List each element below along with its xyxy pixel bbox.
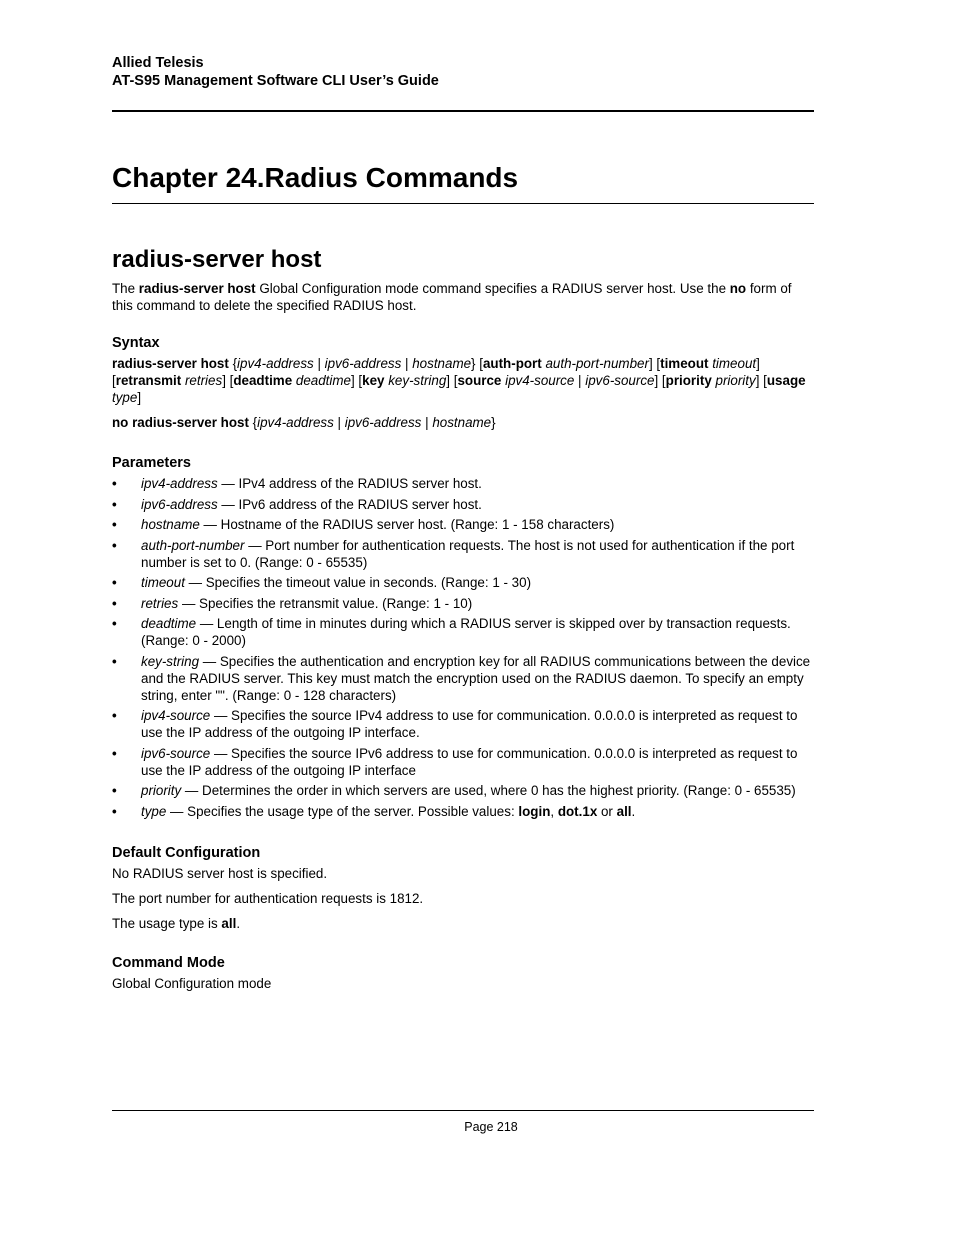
syntax-token: | [333,415,345,430]
syntax-token: ] [ [446,373,458,388]
param-desc: — Specifies the source IPv6 address to use for communication. 0.0.0.0 is interpreted as request to use the IP address of the outgoing IP interface [141,745,798,778]
syntax-token: ] [ [112,356,760,388]
param-desc: or [597,803,617,819]
syntax-token: } [491,415,496,430]
default-config-value: all [221,915,237,931]
syntax-token: ipv4-source [505,373,575,388]
syntax-token: retransmit [115,373,182,388]
syntax-token: priority [665,373,712,388]
param-name: timeout [141,575,185,590]
header-guide-title: AT-S95 Management Software CLI User’s Guide [112,73,439,89]
syntax-heading: Syntax [112,335,160,351]
desc-no-keyword: no [729,281,747,296]
section-title: radius-server host [112,246,322,273]
param-desc: — Port number for authentication requests. The host is not used for authentication if the port number is set to 0. (Range: 0 - 65535) [141,537,795,570]
chapter-rule [112,203,814,204]
param-name: hostname [141,517,200,532]
param-value: dot.1x [557,803,598,819]
param-desc: — Hostname of the RADIUS server host. (Range: 1 - 158 characters) [199,517,615,532]
syntax-token: key-string [388,373,447,388]
default-config-line: The port number for authentication requests is 1812. [112,890,424,906]
syntax-token: timeout [712,356,757,371]
default-config-body [112,865,814,932]
syntax-token: deadtime [295,373,351,388]
syntax-token: radius-server host [112,356,229,371]
parameters-heading: Parameters [112,455,191,471]
command-mode-text: Global Configuration mode [112,975,272,991]
param-value: all [616,803,632,819]
default-config-heading: Default Configuration [112,844,261,861]
param-name: key-string [141,653,200,669]
running-header [112,54,439,90]
syntax-token: auth-port [482,356,542,371]
bullet-icon: • [112,595,117,611]
syntax-token: no radius-server host [112,415,249,430]
bullet-icon: • [112,476,117,491]
bullet-icon: • [112,803,117,819]
syntax-token: ipv6-address [324,356,402,371]
param-name: deadtime [141,616,197,631]
default-config-line [112,915,814,932]
syntax-token: hostname [412,356,472,371]
syntax-token: auth-port-number [545,356,649,371]
syntax-token: ipv6-address [344,415,422,430]
param-desc: — IPv6 address of the RADIUS server host. [217,496,482,512]
param-desc: — Determines the order in which servers are used, where 0 has the highest priority. (Range: 0 - 65535) [181,783,796,798]
document-page [112,0,814,1235]
desc-command: radius-server host [138,281,256,296]
syntax-token: priority [715,373,756,388]
param-desc: — Specifies the retransmit value. (Range: 1 - 10) [178,595,473,611]
syntax-token: { [248,415,258,430]
list-item [112,745,814,779]
param-name: ipv6-source [141,745,211,761]
default-config-text: The usage type is [112,915,222,931]
list-item [112,595,814,612]
param-name: type [141,803,167,819]
list-item [112,803,814,820]
syntax-token: } [ [471,356,483,371]
list-item [112,707,814,741]
syntax-token: ipv6-source [585,373,655,388]
param-desc: — Specifies the authentication and encryption key for all RADIUS communications between the device and the RADIUS server. This key must match the encryption used on the RADIUS daemon. To specify an empty string, enter "". (Range: 0 - 128 characters) [141,653,811,703]
default-config-line: No RADIUS server host is specified. [112,865,328,881]
desc-text: form of this command to delete the specified RADIUS host. [112,281,792,313]
syntax-token: timeout [660,356,709,371]
list-item [112,496,814,513]
list-item [112,615,814,649]
desc-text: The [112,281,139,296]
syntax-token: ] [ [654,373,666,388]
bullet-icon: • [112,537,117,553]
chapter-title: Chapter 24.Radius Commands [112,162,519,193]
param-value: login [518,803,551,819]
param-desc: — Length of time in minutes during which a RADIUS server is skipped over by transaction requests. (Range: 0 - 2000) [141,616,791,648]
syntax-token: usage [766,373,806,388]
syntax-token: key [362,373,385,388]
syntax-token: ] [ [648,356,661,371]
page-number: Page 218 [464,1120,518,1134]
section-content [112,244,814,992]
bullet-icon: • [112,616,117,631]
param-name: priority [141,783,182,798]
syntax-token: type [112,390,138,405]
bullet-icon: • [112,708,117,723]
bullet-icon: • [112,517,117,532]
param-desc: . [631,803,636,819]
syntax-token: retries [184,373,223,388]
param-name: ipv6-address [141,496,218,512]
syntax-token: hostname [432,415,492,430]
syntax-token: | [313,356,325,371]
param-desc: , [550,803,558,819]
syntax-token: ] [ [222,373,234,388]
syntax-token: ] [ [755,373,767,388]
list-item [112,653,814,704]
param-desc: — Specifies the usage type of the server. Possible values: [166,803,519,819]
param-desc: — Specifies the timeout value in seconds. (Range: 1 - 30) [184,575,532,590]
syntax-token: ipv4-address [257,415,334,430]
default-config-text: . [236,915,241,931]
syntax-token: source [457,373,502,388]
list-item [112,537,814,571]
syntax-token: ipv4-address [237,356,314,371]
header-rule [112,110,814,112]
syntax-token: | [401,356,413,371]
syntax-token: | [421,415,433,430]
syntax-line [112,355,814,406]
syntax-token: | [574,373,586,388]
syntax-token: ] [137,390,142,405]
param-desc: — IPv4 address of the RADIUS server host. [217,476,482,491]
list-item [112,782,814,799]
param-name: ipv4-address [141,476,218,491]
bullet-icon: • [112,783,117,798]
list-item [112,516,814,533]
desc-text: Global Configuration mode command specifies a RADIUS server host. Use the [255,281,730,296]
list-item [112,475,814,492]
parameters-list [112,475,814,820]
syntax-token: deadtime [233,373,293,388]
bullet-icon: • [112,496,117,512]
command-mode-heading: Command Mode [112,954,225,971]
param-desc: — Specifies the source IPv4 address to use for communication. 0.0.0.0 is interpreted as request to use the IP address of the outgoing IP interface. [141,708,798,740]
footer-rule [112,1110,814,1111]
syntax-token: { [228,356,238,371]
param-name: auth-port-number [141,537,245,553]
header-company: Allied Telesis [112,55,204,71]
syntax-no-form [112,414,814,431]
param-name: retries [141,595,179,611]
bullet-icon: • [112,575,117,590]
syntax-token: ] [ [350,373,363,388]
list-item [112,574,814,591]
bullet-icon: • [112,745,117,761]
bullet-icon: • [112,653,117,669]
param-name: ipv4-source [141,708,211,723]
section-description [112,280,814,314]
